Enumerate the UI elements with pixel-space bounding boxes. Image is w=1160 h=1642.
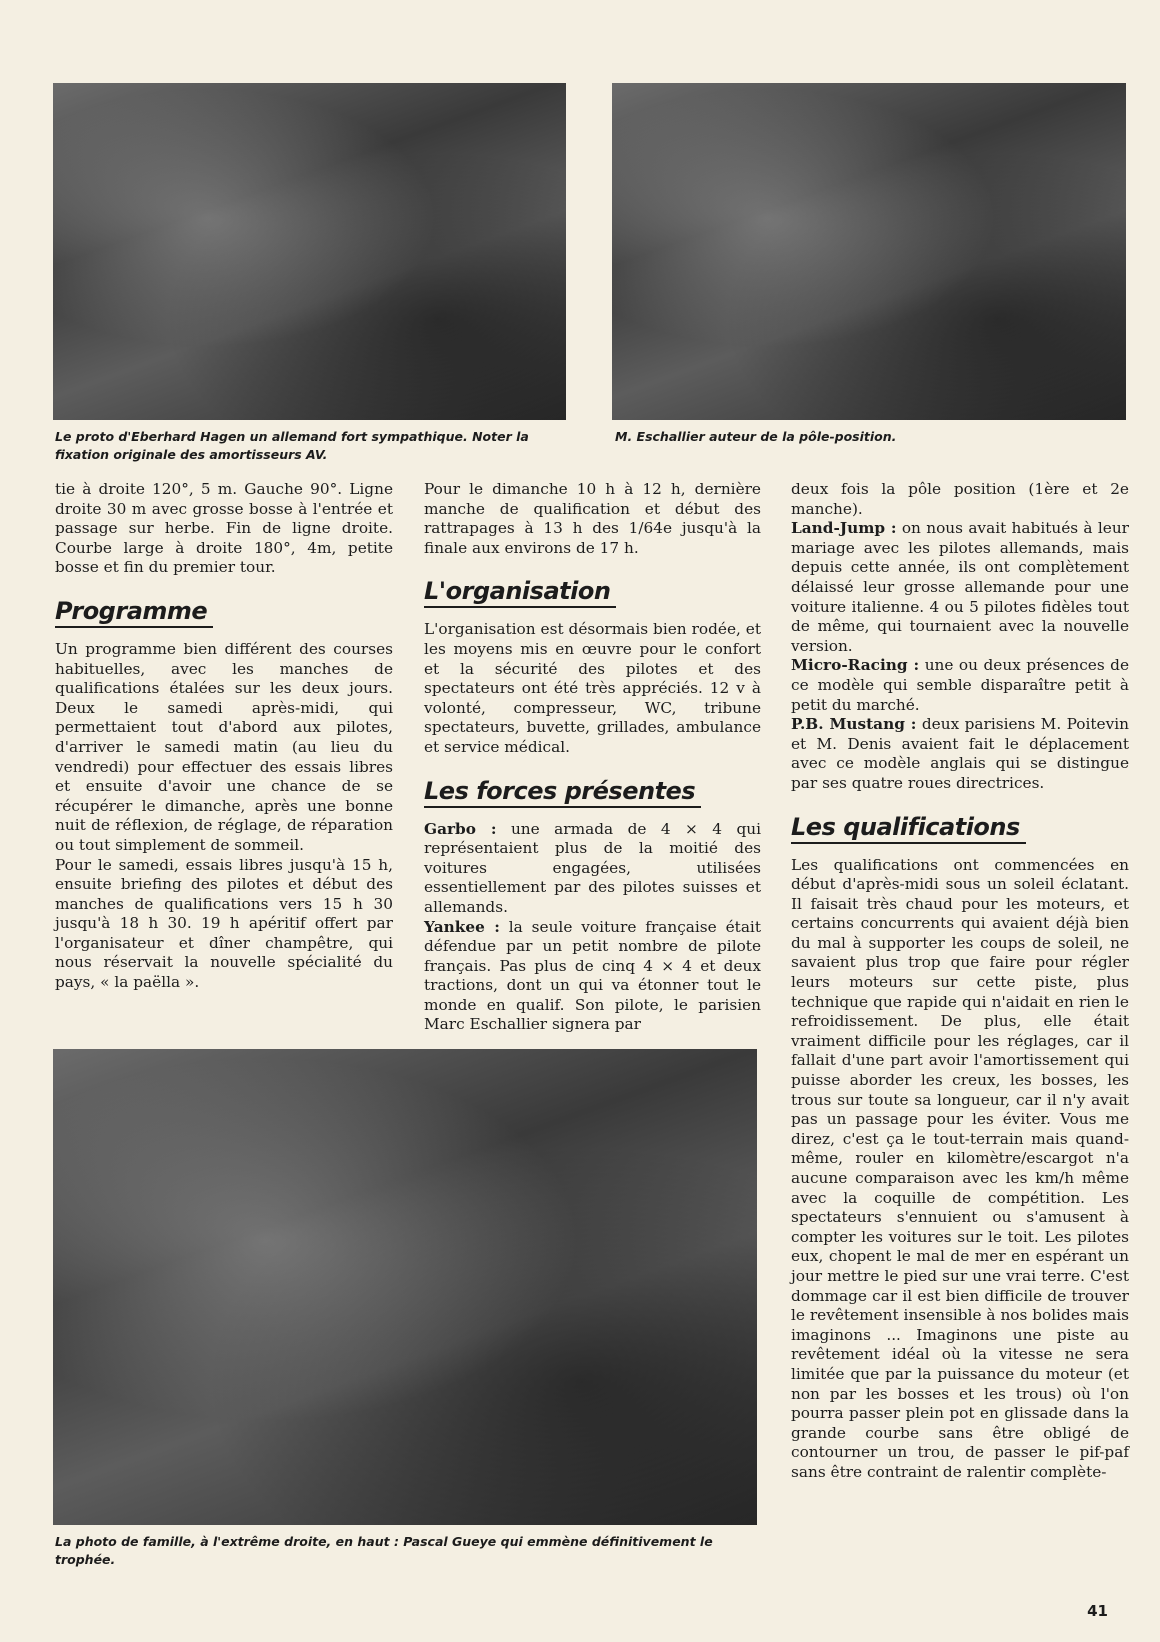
col3-pb-mustang [791, 715, 1129, 793]
col2-yankee [424, 918, 761, 1036]
micro-racing-text: une ou deux présences de ce modèle qui semble disparaître petit à petit du marché. [791, 656, 1129, 714]
page-number: 41 [1087, 1602, 1108, 1620]
col3-paragraph-1: Les qualifications ont commencées en début d'après-midi sous un soleil éclatant. Il faisait très chaud pour les moteurs, et certains concurrents qui avaient déjà bien du mal à supporter les coups de soleil, ne savaient plus trop que faire pour régler leurs moteurs sur cette piste, plus technique que rapide qui n'aidait en rien le refroidissement. De plus, elle était vraiment difficile pour les réglages, car il fallait d'une part avoir l'amortissement qui puisse aborder les creux, les bosses, les trous sur toute sa longueur, car il n'y avait pas un passage pour les éviter. Vous me direz, c'est ça le tout-terrain mais quand-même, rouler en kilomètre/escargot n'a aucune comparaison avec les km/h même avec la coquille de compétition. Les spectateurs s'ennuient ou s'amusent à compter les voitures sur le toit. Les pilotes eux, chopent le mal de mer en espérant un jour mettre le pied sur une vrai terre. C'est dommage car il est bien difficile de trouver le revêtement insensible à nos bolides mais imaginons ... Imaginons une piste au revêtement idéal où la vitesse ne sera limitée que par la puissance du moteur (et non par les bosses et les trous) où l'on pourra passer plein pot en glissade dans la grande courbe sans être obligé de contourner un trou, de passer le pif-paf sans être contraint de ralentir complète- [791, 855, 1129, 1481]
column-2 [424, 480, 761, 1035]
yankee-label: Yankee : [424, 917, 500, 936]
pb-mustang-label: P.B. Mustang : [791, 715, 917, 734]
garbo-label: Garbo : [424, 819, 497, 838]
col2-paragraph-1: L'organisation est désormais bien rodée, et les moyens mis en œuvre pour le confort et la sécurité des pilotes et des spectateurs ont été très appréciés. 12 v à volonté, compresseur, WC, tribune spectateurs, buvette, grillades, ambulance et service médical. [424, 620, 761, 756]
heading-forces-presentes: Les forces présentes [424, 776, 701, 808]
landjump-label: Land-Jump : [791, 519, 897, 538]
photo-group-family [53, 1049, 757, 1525]
caption-proto-car: Le proto d'Eberhard Hagen un allemand fort sympathique. Noter la fixation originale des amortisseurs AV. [55, 429, 529, 462]
col3-micro-racing [791, 656, 1129, 715]
col1-paragraph-1: Un programme bien différent des courses habituelles, avec les manches de qualifications étalées sur les deux jours. Deux le samedi après-midi, qui permettaient tout d'abord aux pilotes, d'arriver le samedi matin (au lieu du vendredi) pour effectuer des essais libres et ensuite d'avoir une chance de se récupérer le dimanche, après une bonne nuit de réflexion, de réglage, de réparation ou tout simplement de sommeil. [55, 639, 393, 854]
garbo-text: une armada de 4 × 4 qui représentaient plus de la moitié des voitures engagées, utilisées essentiellement par des pilotes suisses et allemands. [424, 819, 761, 916]
caption-group-family: La photo de famille, à l'extrême droite, en haut : Pascal Gueye qui emmène définitivement le trophée. [55, 1534, 713, 1567]
col2-intro: Pour le dimanche 10 h à 12 h, dernière manche de qualification et début des rattrapages à 13 h des 1/64e jusqu'à la finale aux environs de 17 h. [424, 480, 761, 557]
heading-programme: Programme [55, 596, 213, 628]
photo-proto-car [53, 83, 566, 420]
heading-qualifications: Les qualifications [791, 812, 1026, 844]
col1-paragraph-2: Pour le samedi, essais libres jusqu'à 15 h, ensuite briefing des pilotes et début des manches de qualifications vers 15 h 30 jusqu'à 18 h 30. 19 h apéritif offert par l'organisateur et dîner champêtre, qui nous réservait la nouvelle spécialité du pays, « la paëlla ». [55, 855, 393, 992]
photo-eschallier [612, 83, 1126, 420]
column-3 [791, 480, 1129, 1483]
col2-garbo [424, 820, 761, 918]
photo-shading [53, 1049, 757, 1525]
photo-shading [53, 83, 566, 420]
col1-intro: tie à droite 120°, 5 m. Gauche 90°. Ligne droite 30 m avec grosse bosse à l'entrée et passage sur herbe. Fin de ligne droite. Courbe large à droite 180°, 4m, petite bosse et fin du premier tour. [55, 480, 393, 577]
pb-mustang-text: deux parisiens M. Poitevin et M. Denis avaient fait le déplacement avec ce modèle anglais qui se distingue par ses quatre roues directrices. [791, 715, 1129, 792]
column-1 [55, 480, 393, 993]
micro-racing-label: Micro-Racing : [791, 656, 920, 675]
col3-landjump [791, 519, 1129, 656]
landjump-text: on nous avait habitués à leur mariage avec les pilotes allemands, mais depuis cette année, ils ont complètement délaissé leur grosse allemande pour une voiture italienne. 4 ou 5 pilotes fidèles tout de même, qui tournaient avec la nouvelle version. [791, 519, 1129, 655]
heading-organisation: L'organisation [424, 576, 616, 608]
col3-intro: deux fois la pôle position (1ère et 2e manche). [791, 480, 1129, 518]
caption-eschallier: M. Eschallier auteur de la pôle-position. [615, 429, 897, 444]
photo-shading [612, 83, 1126, 420]
yankee-text: la seule voiture française était défendue par un petit nombre de pilote français. Pas plus de cinq 4 × 4 et deux tractions, dont un qui va étonner tout le monde en qualif. Son pilote, le parisien Marc Eschallier signera par [424, 917, 761, 1034]
